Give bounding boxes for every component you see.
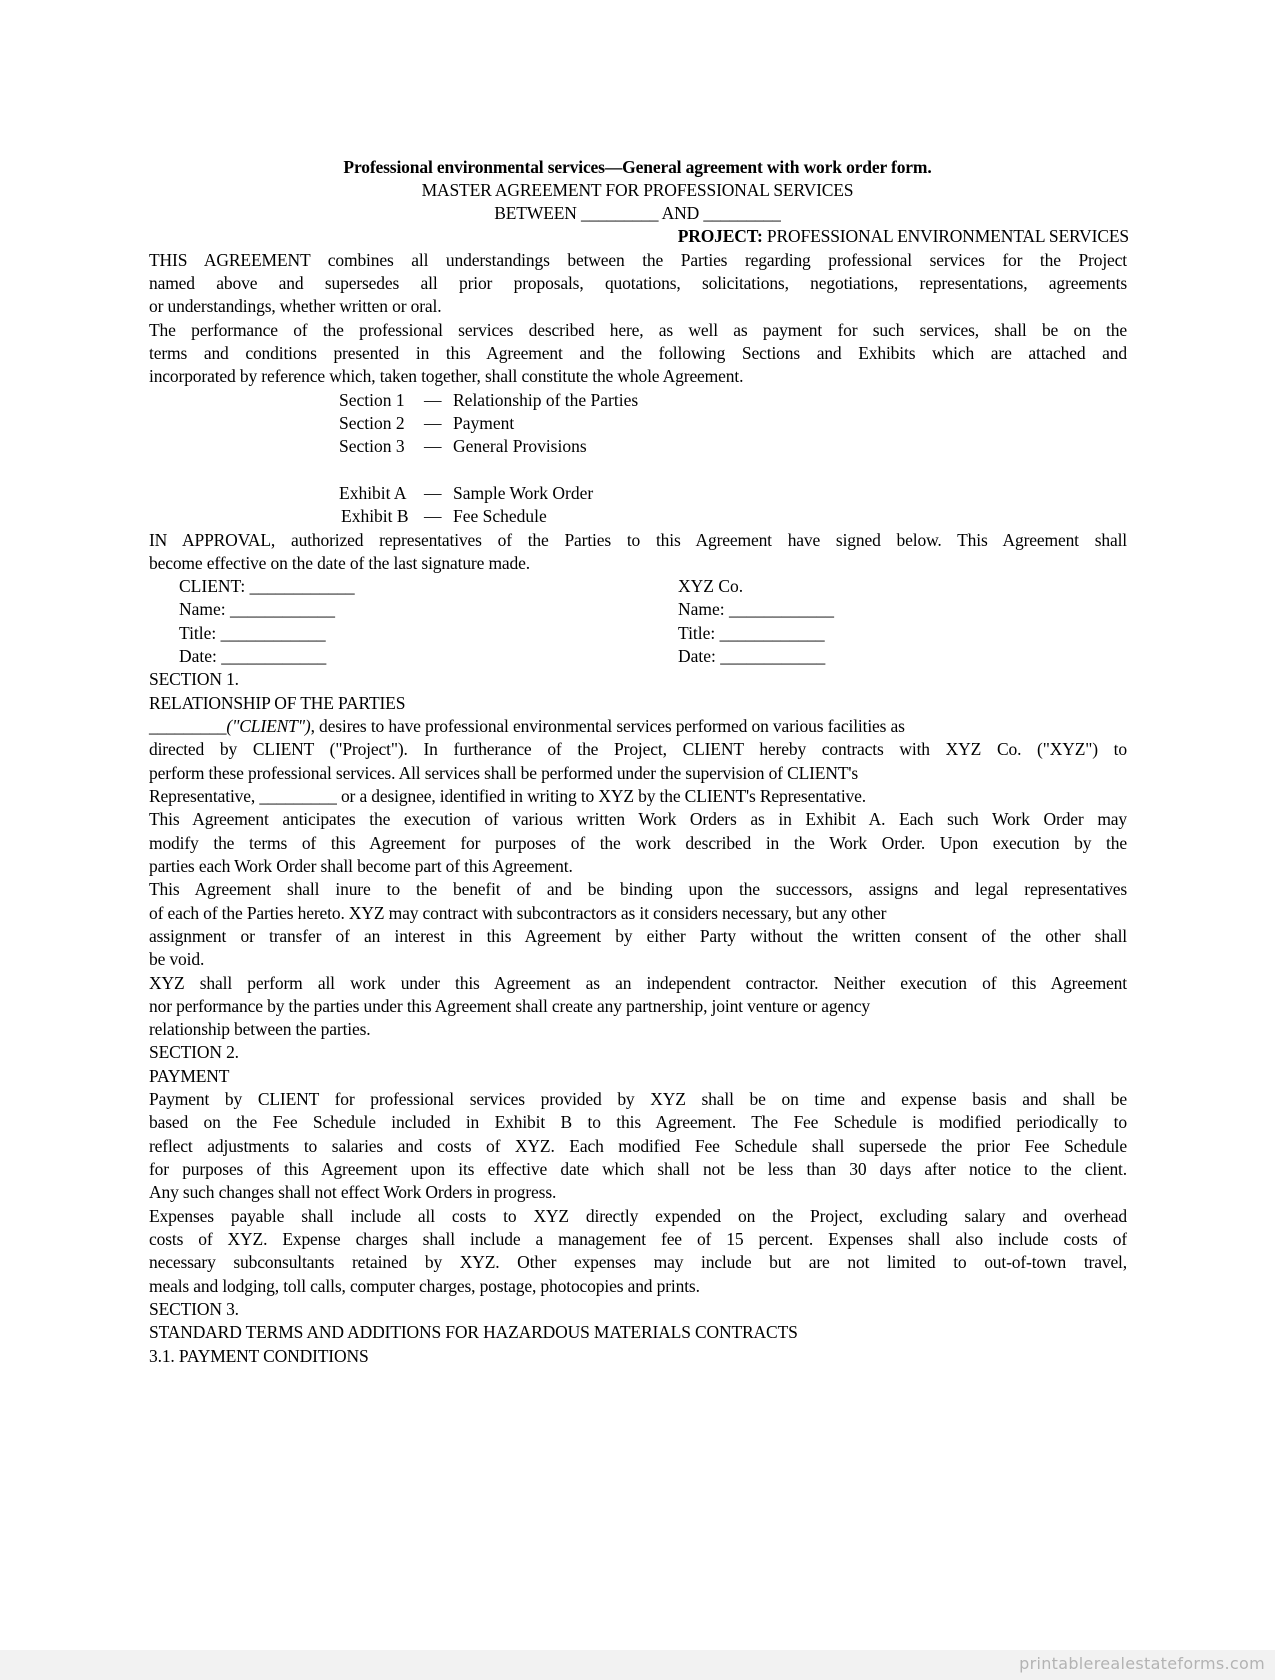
section-1-p1-text: , desires to have professional environmental services performed on various facilities as: [310, 716, 905, 736]
document-subtitle: MASTER AGREEMENT FOR PROFESSIONAL SERVICES: [421, 180, 854, 200]
contents-dash: —: [424, 506, 442, 526]
client-name-blank[interactable]: _________: [149, 716, 227, 736]
section-1-p1-line-4: Representative, _________ or a designee, identified in writing to XYZ by the CLIENT's Representative.: [149, 786, 866, 806]
section-1-p4-line-1: XYZ shall perform all work under this Agreement as an independent contractor. Neither execution of this Agreement: [149, 973, 1127, 993]
section-2-p2-line-1: Expenses payable shall include all costs to XYZ directly expended on the Project, excluding salary and overhead: [149, 1206, 1127, 1226]
section-3-1-heading: 3.1. PAYMENT CONDITIONS: [149, 1346, 369, 1366]
contents-label: Section 2: [339, 413, 405, 433]
section-1-number: SECTION 1.: [149, 669, 239, 689]
contents-title: General Provisions: [453, 436, 587, 456]
section-1-p1-line-3: perform these professional services. All services shall be performed under the supervision of CLIENT's: [149, 763, 859, 783]
contractor-party-label: XYZ Co.: [678, 576, 744, 596]
footer-watermark-link[interactable]: printablerealestateforms.com: [1019, 1654, 1265, 1673]
section-1-p4-line-3: relationship between the parties.: [149, 1019, 371, 1039]
contents-title: Payment: [453, 413, 515, 433]
contents-dash: —: [424, 413, 442, 433]
section-2-p2-line-4: meals and lodging, toll calls, computer charges, postage, photocopies and prints.: [149, 1276, 700, 1296]
client-name-field[interactable]: Name: ____________: [179, 599, 336, 619]
contents-dash: —: [424, 483, 442, 503]
client-party-field[interactable]: CLIENT: ____________: [179, 576, 355, 596]
approval-line-2: become effective on the date of the last signature made.: [149, 553, 530, 573]
section-2-p1-line-1: Payment by CLIENT for professional services provided by XYZ shall be on time and expense basis and shall be: [149, 1089, 1127, 1109]
section-1-p3-line-4: be void.: [149, 949, 205, 969]
section-2-p1-line-3: reflect adjustments to salaries and costs of XYZ. Each modified Fee Schedule shall supersede the prior Fee Schedule: [149, 1136, 1127, 1156]
section-1-title: RELATIONSHIP OF THE PARTIES: [149, 693, 406, 713]
project-line: [678, 224, 1129, 248]
contractor-name-field[interactable]: Name: ____________: [678, 599, 835, 619]
contents-label: Exhibit A: [339, 483, 407, 503]
performance-line-1: The performance of the professional services described here, as well as payment for such services, shall be on the: [149, 320, 1127, 340]
section-2-p1-line-5: Any such changes shall not effect Work Orders in progress.: [149, 1182, 557, 1202]
contents-title: Fee Schedule: [453, 506, 547, 526]
section-1-p3-line-2: of each of the Parties hereto. XYZ may contract with subcontractors as it considers necessary, but any other: [149, 903, 887, 923]
section-2-title: PAYMENT: [149, 1066, 230, 1086]
section-2-number: SECTION 2.: [149, 1042, 239, 1062]
document-heading: Professional environmental services—General agreement with work order form.: [343, 157, 932, 177]
section-1-p4-line-2: nor performance by the parties under this Agreement shall create any partnership, joint venture or agency: [149, 996, 870, 1016]
client-title-field[interactable]: Title: ____________: [179, 623, 326, 643]
section-1-p3-line-1: This Agreement shall inure to the benefit of and be binding upon the successors, assigns and legal representatives: [149, 879, 1127, 899]
contents-dash: —: [424, 436, 442, 456]
section-1-p2-line-3: parties each Work Order shall become part of this Agreement.: [149, 856, 573, 876]
intro-line-2: named above and supersedes all prior proposals, quotations, solicitations, negotiations, representations, agreements: [149, 273, 1127, 293]
contractor-title-field[interactable]: Title: ____________: [678, 623, 825, 643]
section-2-p1-line-4: for purposes of this Agreement upon its effective date which shall not be less than 30 days after notice to the client.: [149, 1159, 1127, 1179]
contractor-date-field[interactable]: Date: ____________: [678, 646, 826, 666]
client-date-field[interactable]: Date: ____________: [179, 646, 327, 666]
project-label: PROJECT:: [677, 226, 763, 246]
section-1-p2-line-1: This Agreement anticipates the execution of various written Work Orders as in Exhibit A. Each such Work Order may: [149, 809, 1127, 829]
section-1-p2-line-2: modify the terms of this Agreement for purposes of the work described in the Work Order. Upon execution by the: [149, 833, 1127, 853]
section-3-number: SECTION 3.: [149, 1299, 239, 1319]
section-1-p1-line-1: [149, 714, 1127, 738]
contents-label: Exhibit B: [341, 506, 409, 526]
client-defined-term: ("CLIENT"): [226, 716, 311, 736]
section-2-p2-line-2: costs of XYZ. Expense charges shall include a management fee of 15 percent. Expenses shall also include costs of: [149, 1229, 1127, 1249]
contents-title: Relationship of the Parties: [453, 390, 639, 410]
intro-line-1: THIS AGREEMENT combines all understandings between the Parties regarding professional services for the Project: [149, 250, 1127, 270]
section-2-p2-line-3: necessary subconsultants retained by XYZ. Other expenses may include but are not limited to out-of-town travel,: [149, 1252, 1127, 1272]
intro-line-3: or understandings, whether written or oral.: [149, 296, 442, 316]
approval-line-1: IN APPROVAL, authorized representatives of the Parties to this Agreement have signed below. This Agreement shall: [149, 530, 1127, 550]
performance-line-3: incorporated by reference which, taken together, shall constitute the whole Agreement.: [149, 366, 744, 386]
project-value: PROFESSIONAL ENVIRONMENTAL SERVICES: [762, 226, 1129, 246]
between-line: BETWEEN _________ AND _________: [494, 203, 781, 223]
performance-line-2: terms and conditions presented in this Agreement and the following Sections and Exhibits which are attached and: [149, 343, 1127, 363]
section-1-p1-line-2: directed by CLIENT ("Project"). In furtherance of the Project, CLIENT hereby contracts with XYZ Co. ("XYZ") to: [149, 739, 1127, 759]
section-3-title: STANDARD TERMS AND ADDITIONS FOR HAZARDOUS MATERIALS CONTRACTS: [149, 1322, 798, 1342]
section-1-p3-line-3: assignment or transfer of an interest in this Agreement by either Party without the written consent of the other shall: [149, 926, 1127, 946]
contents-title: Sample Work Order: [453, 483, 594, 503]
footer-bar: [0, 1650, 1275, 1680]
contents-dash: —: [424, 390, 442, 410]
section-2-p1-line-2: based on the Fee Schedule included in Exhibit B to this Agreement. The Fee Schedule is modified periodically to: [149, 1112, 1127, 1132]
contents-label: Section 1: [339, 390, 405, 410]
contents-label: Section 3: [339, 436, 405, 456]
